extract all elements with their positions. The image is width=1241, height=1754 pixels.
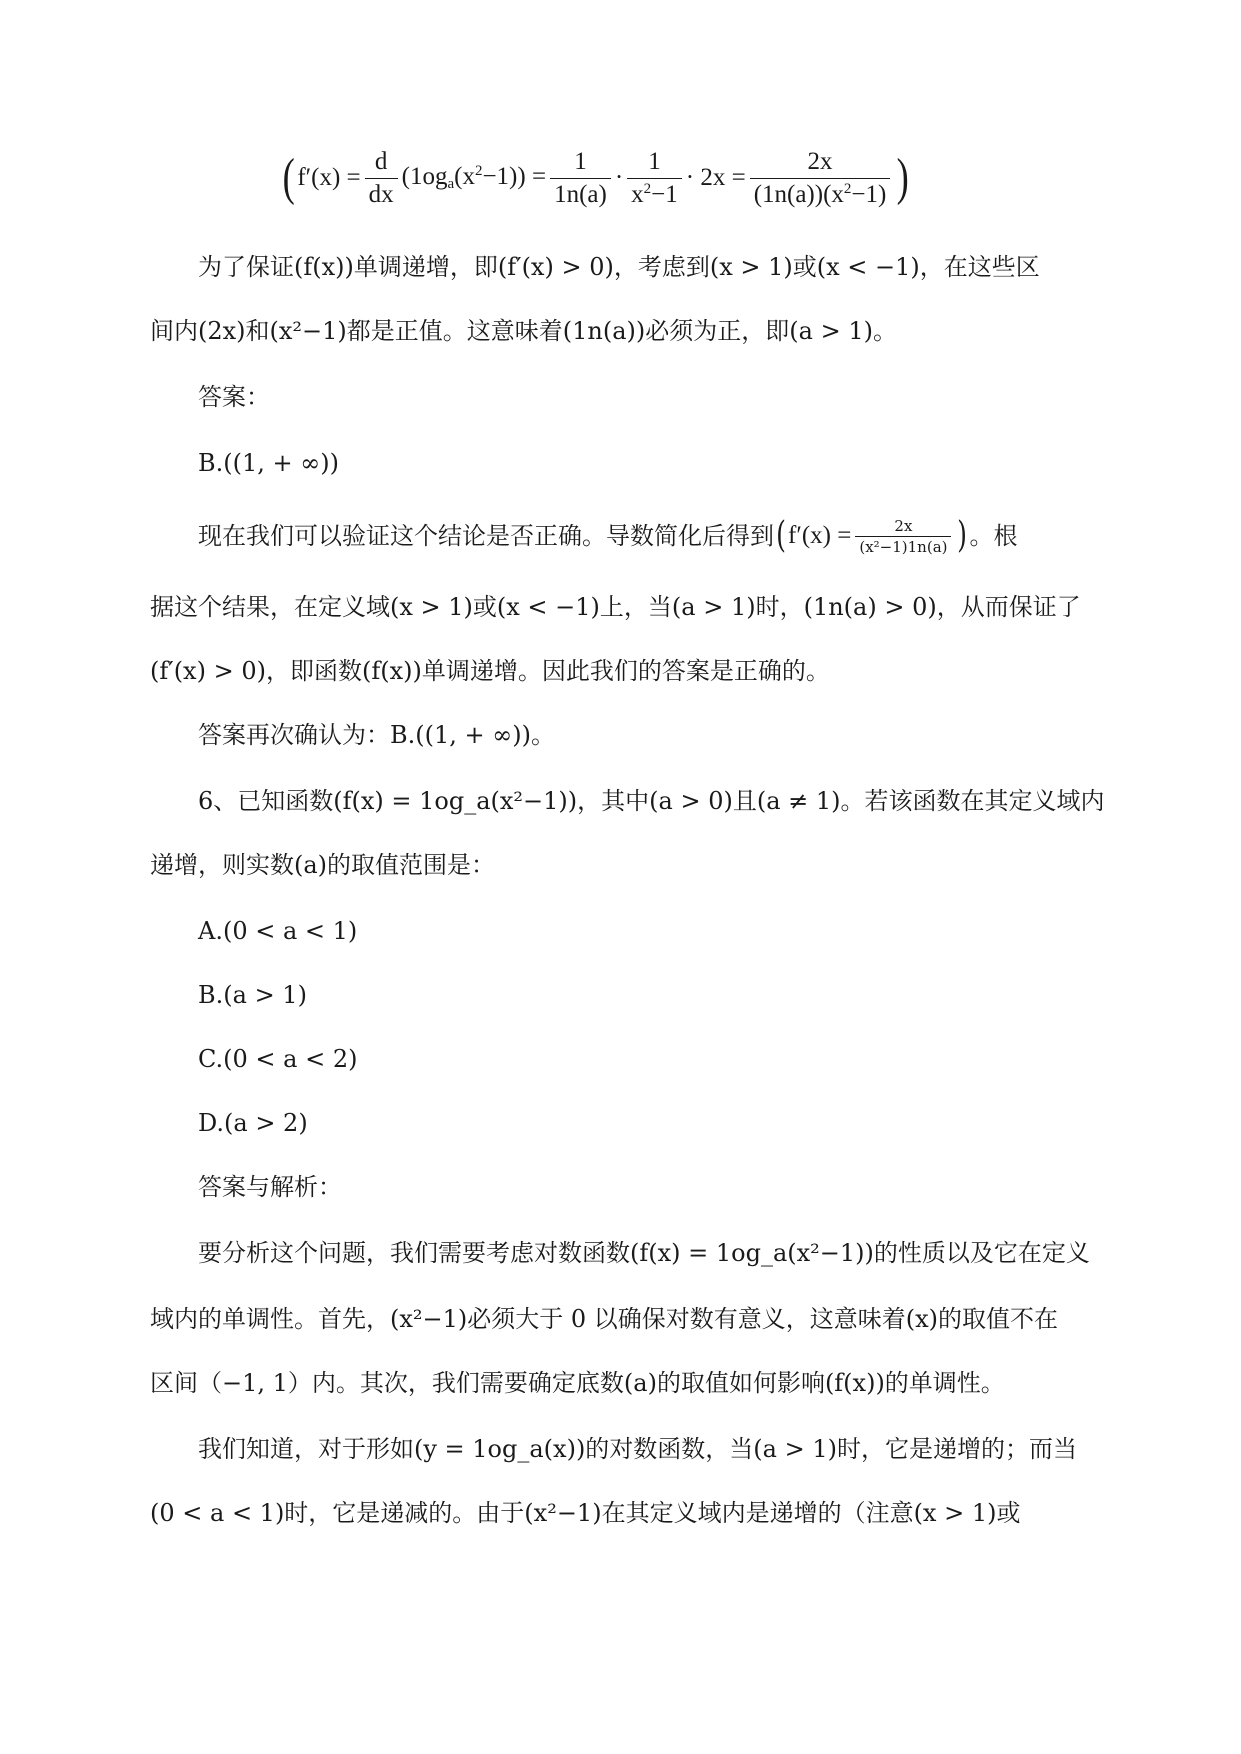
paragraph-line: 我们知道，对于形如(y = 1og_a(x))的对数函数，当(a > 1)时，它是递增的；而当 [198,1435,1077,1463]
answer-confirm: 答案再次确认为：B.((1, + ∞))。 [198,721,555,749]
final-fraction: $\frac{2x}{(1n(a))(x^2-1)}$ [750,148,891,209]
paragraph-line: 要分析这个问题，我们需要考虑对数函数(f(x) = 1og_a(x²−1))的性质以及它在定义 [198,1239,1090,1267]
analysis-label: 答案与解析： [198,1173,342,1201]
paragraph-line: 据这个结果，在定义域(x > 1)或(x < −1)上，当(a > 1)时，(1n(a) > 0)，从而保证了 [150,593,1081,621]
question-6-line: 递增，则实数(a)的取值范围是： [150,851,496,879]
answer-label: 答案： [198,383,270,411]
option-b: B.(a > 1) [198,981,307,1009]
right-paren: ) [896,149,910,206]
option-a: A.(0 < a < 1) [198,917,358,945]
paragraph-line: 为了保证(f(x))单调递增，即(f′(x) > 0)，考虑到(x > 1)或(x < −1)，在这些区 [198,253,1040,281]
paragraph-line: (f′(x) > 0)，即函数(f(x))单调递增。因此我们的答案是正确的。 [150,657,830,685]
left-paren: ( [282,149,295,206]
paragraph-line: 间内(2x)和(x²−1)都是正值。这意味着(1n(a))必须为正，即(a > 1)。 [150,317,897,345]
question-6-line: 6、已知函数(f(x) = 1og_a(x²−1))，其中(a > 0)且(a ≠ 1)。若该函数在其定义域内 [198,787,1105,815]
one-over-ln-a: $\frac{1}{1n(a)}$ [550,148,611,209]
paragraph-line: 域内的单调性。首先，(x²−1)必须大于 0 以确保对数有意义，这意味着(x)的取值不在 [150,1305,1059,1333]
option-d: D.(a > 2) [198,1109,308,1137]
log-expression: $(1og_a(x^2-1))$ = [401,163,547,192]
inline-derivative-fraction: $\frac{2x}{\text{(x²−1)1n(a)}}$ [855,518,951,555]
verification-line: 现在我们可以验证这个结论是否正确。导数简化后得到 ( f′(x) = $\frac{2x}{\text{(x²−1)1n(a)}}$ ) 。根 [198,515,1018,556]
paragraph-line: 区间（−1, 1）内。其次，我们需要确定底数(a)的取值如何影响(f(x))的单调性。 [150,1369,1005,1397]
one-over-x2-minus-1: $\frac{1}{x^2-1}$ [627,148,682,209]
paragraph-line: (0 < a < 1)时，它是递减的。由于(x²−1)在其定义域内是递增的（注意(x > 1)或 [150,1499,1021,1527]
option-c: C.(0 < a < 2) [198,1045,358,1073]
d-dx-fraction: $\frac{d}{dx}$ [365,148,398,209]
derivative-display-formula: ( f′(x) = $\frac{d}{dx}$ $(1og_a(x^2-1))$ = $\frac{1}{1n(a)}$ · $\frac{1}{x^2-1}$ · 2x = $\frac{2x}{(1n(a))(x^2-1)}$ ) [282,147,910,208]
answer-value: B.((1, + ∞)) [198,449,339,477]
formula-lhs: f′(x) = [297,164,361,191]
